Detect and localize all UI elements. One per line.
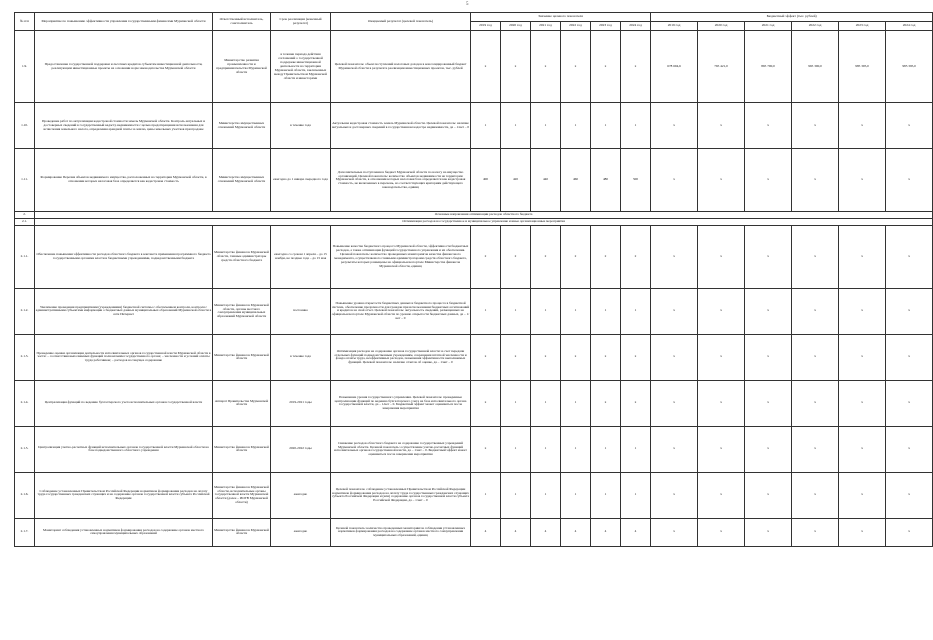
row-effect-value: x bbox=[839, 288, 886, 334]
row-effect-value: x bbox=[698, 518, 745, 546]
row-effect-value: x bbox=[651, 149, 698, 212]
row-indicator-value: 500 bbox=[621, 149, 651, 212]
row-indicator-value: 460 bbox=[561, 149, 591, 212]
row-indicator-value: 1 bbox=[621, 288, 651, 334]
header-effect-year: 2023 год bbox=[839, 22, 886, 31]
page-number: 5 bbox=[466, 2, 469, 7]
header-effect-group: Бюджетный эффект (тыс. рублей) bbox=[651, 13, 933, 22]
row-number: 1.11. bbox=[15, 149, 35, 212]
row-indicator-value: x bbox=[471, 380, 501, 426]
row-indicator-value: x bbox=[591, 334, 621, 380]
section-row-2 bbox=[15, 212, 933, 219]
row-term: ежегодно bbox=[271, 472, 331, 518]
row-indicator-value: 4 bbox=[561, 518, 591, 546]
row-responsible: Министерство финансов Мурманской области, органы местного самоуправления муниципальных образований Мурманской области bbox=[213, 288, 271, 334]
row-effect-value: x bbox=[839, 225, 886, 288]
header-no: № п/п bbox=[15, 13, 35, 31]
row-effect-value: x bbox=[792, 334, 839, 380]
row-term: ежегодно до 1 января очередного года bbox=[271, 149, 331, 212]
row-indicator-value: 1 bbox=[561, 380, 591, 426]
table-row bbox=[15, 288, 933, 334]
row-effect-value: x bbox=[792, 288, 839, 334]
row-responsible: Министерство финансов Мурманской области bbox=[213, 518, 271, 546]
row-effect-value: x bbox=[651, 380, 698, 426]
row-effect-value: x bbox=[698, 472, 745, 518]
row-activity: Проведение работ по актуализации кадастровой стоимости земель Мурманской области. Контроль актуальных и достоверных сведений в государственный кадастр недвижимости с целью предотвращения использования для исчисления земельного налога, определения арендной платы за землю, цены земельных участков при продаже bbox=[35, 103, 213, 149]
row-effect-value: x bbox=[651, 518, 698, 546]
row-effect-value: x bbox=[651, 103, 698, 149]
row-effect-value: 985 395,0 bbox=[886, 31, 933, 103]
row-effect-value: x bbox=[839, 518, 886, 546]
row-effect-value: x bbox=[839, 426, 886, 472]
row-result: Повышение уровня открытости бюджетных данных и бюджетного процесса в бюджетной системе, обеспечение прозрачности для граждан при использовании бюджетных ассигнований и кредитов на свой отчет. Целевой показатель: актуальность сведений, размещенных на официальном портале Мурманской области по уровню открытости бюджетных данных, да – 1/нет – 0 bbox=[331, 288, 471, 334]
header-result: Ожидаемый результат (целевой показатель) bbox=[331, 13, 471, 31]
row-result: Актуальная кадастровая стоимость земель Мурманской области. Целевой показатель: наличие актуальных и достоверных сведений в государственном кадастре недвижимости, да – 1/нет – 0 bbox=[331, 103, 471, 149]
row-result: Целевой показатель: объем поступлений налоговых доходов в консолидированный бюджет Мурманской области в результате реализации инвестиционных проектов, тыс. рублей bbox=[331, 31, 471, 103]
row-result: Снижение расходов областного бюджета на содержание государственных учреждений Мурманской области. Целевой показатель: осуществление учетно-расчетных функций исполнительных органов государственной власти, да – 1/нет – 0. Бюджетный эффект может оцениваться после завершения мероприятия bbox=[331, 426, 471, 472]
row-term: 2019-2021 годы bbox=[271, 380, 331, 426]
row-indicator-value: 1 bbox=[531, 288, 561, 334]
row-indicator-value: x bbox=[471, 31, 501, 103]
row-activity: Централизация учетно-расчетных функций исполнительных органов государственной власти Мурманской области на базе подведомственного областного учреждения bbox=[35, 426, 213, 472]
row-indicator-value: 2 bbox=[531, 225, 561, 288]
header-effect-year: 2020 год bbox=[698, 22, 745, 31]
row-number: 2.1.1. bbox=[15, 225, 35, 288]
row-effect-value: x bbox=[792, 225, 839, 288]
row-responsible: Министерство имущественных отношений Мурманской области bbox=[213, 149, 271, 212]
row-indicator-value: x bbox=[471, 426, 501, 472]
row-indicator-value: 400 bbox=[471, 149, 501, 212]
row-indicator-value: 1 bbox=[561, 472, 591, 518]
row-activity: Увеличение проведения предприятиями (учреждениями) бюджетной системы с обеспечением контроля, контроля с административными субъектами информации о бюджетных данных муниципальных образований Мурманской области в сети Интернет bbox=[35, 288, 213, 334]
row-effect-value: 765 421,0 bbox=[698, 31, 745, 103]
table-row bbox=[15, 334, 933, 380]
row-effect-value: x bbox=[745, 103, 792, 149]
row-indicator-value: 1 bbox=[531, 103, 561, 149]
row-indicator-value: 1 bbox=[501, 380, 531, 426]
row-number: 1.9. bbox=[15, 31, 35, 103]
row-effect-value: x bbox=[745, 472, 792, 518]
row-effect-value: x bbox=[745, 334, 792, 380]
row-effect-value: x bbox=[886, 472, 933, 518]
row-effect-value: x bbox=[698, 334, 745, 380]
header-indicator-year: 2023 год bbox=[591, 22, 621, 31]
section-title: Основные направления оптимизации расходов областного бюджета bbox=[35, 212, 933, 219]
table-row bbox=[15, 380, 933, 426]
row-indicator-value: x bbox=[471, 334, 501, 380]
section-title: Оптимизация расходов на государственное и муниципальное управление и иные организационные мероприятия bbox=[35, 219, 933, 226]
header-effect-year: 2022 год bbox=[792, 22, 839, 31]
row-term: ежегодно со сроком 1 апреля – до 15 ноября, не позднее года – до 15 мая bbox=[271, 225, 331, 288]
row-indicator-value: 4 bbox=[621, 518, 651, 546]
row-effect-value: x bbox=[698, 103, 745, 149]
row-effect-value: x bbox=[698, 380, 745, 426]
row-effect-value: x bbox=[886, 334, 933, 380]
row-indicator-value: 2 bbox=[501, 225, 531, 288]
row-effect-value: x bbox=[651, 426, 698, 472]
row-term: в течение года bbox=[271, 334, 331, 380]
row-effect-value: x bbox=[886, 103, 933, 149]
row-responsible: Аппарат Правительства Мурманской области bbox=[213, 380, 271, 426]
row-activity: Формирование Перечня объектов недвижимого имущества, расположенных на территории Мурманской области, в отношении которых налоговая база определяется как кадастровая стоимость bbox=[35, 149, 213, 212]
row-effect-value: x bbox=[792, 426, 839, 472]
row-effect-value: x bbox=[886, 225, 933, 288]
row-result: Оптимизация расходов на содержание органов государственной власти за счет передачи отдельных функций подведомственным учреждениям, сокращения штатной численности и фонда оплаты труда, неэффективных расходов, повышения эффективности выполняемых функций. Целевой показатель: наличие отчетов об оценке, да – 1/нет – 0 bbox=[331, 334, 471, 380]
row-effect-value: x bbox=[839, 380, 886, 426]
row-indicator-value: 1 bbox=[561, 426, 591, 472]
row-activity: Обеспечение повышения эффективности расходов областного бюджета в контексте применения программного бюджета государственными органами власти и бюджетными учреждениями, подведомственными бюджета bbox=[35, 225, 213, 288]
row-effect-value: x bbox=[886, 426, 933, 472]
row-activity: Централизация функций по ведению бухгалтерского учета исполнительных органов государственной власти bbox=[35, 380, 213, 426]
row-indicator-value: 480 bbox=[591, 149, 621, 212]
row-effect-value: x bbox=[651, 225, 698, 288]
row-indicator-value: 420 bbox=[501, 149, 531, 212]
row-effect-value: x bbox=[792, 518, 839, 546]
row-effect-value: x bbox=[745, 426, 792, 472]
row-responsible: Министерство развития промышленности и предпринимательства Мурманской области bbox=[213, 31, 271, 103]
row-number: 2.1.5. bbox=[15, 426, 35, 472]
row-responsible: Министерство финансов Мурманской области bbox=[213, 426, 271, 472]
row-effect-value: 985 395,0 bbox=[839, 31, 886, 103]
row-indicator-value: 2 bbox=[591, 225, 621, 288]
row-indicator-value: 1 bbox=[501, 426, 531, 472]
row-indicator-value: x bbox=[561, 334, 591, 380]
row-indicator-value: 1 bbox=[501, 288, 531, 334]
table-row bbox=[15, 472, 933, 518]
row-effect-value: x bbox=[745, 518, 792, 546]
row-term: 2020-2022 годы bbox=[271, 426, 331, 472]
row-number: 2.1.7. bbox=[15, 518, 35, 546]
table-row bbox=[15, 149, 933, 212]
table-row bbox=[15, 426, 933, 472]
row-responsible: Министерство финансов Мурманской области, исполнительные органы государственной власти Мурманской области (далее – ИОГВ Мурманской области) bbox=[213, 472, 271, 518]
row-number: 2.1.6. bbox=[15, 472, 35, 518]
header-indicator-group: Значение целевого показателя bbox=[471, 13, 651, 22]
row-indicator-value: x bbox=[591, 380, 621, 426]
row-number: 2.1.2. bbox=[15, 288, 35, 334]
row-effect-value: x bbox=[698, 149, 745, 212]
row-effect-value: x bbox=[698, 426, 745, 472]
row-responsible: Министерство имущественных отношений Мурманской области bbox=[213, 103, 271, 149]
row-indicator-value: 1 bbox=[471, 103, 501, 149]
row-indicator-value: x bbox=[621, 31, 651, 103]
header-indicator-year: 2024 год bbox=[621, 22, 651, 31]
row-effect-value: x bbox=[792, 103, 839, 149]
header-effect-year: 2021 год bbox=[745, 22, 792, 31]
row-number: 1.10. bbox=[15, 103, 35, 149]
row-result: Повышение качества бюджетного процесса Мурманской области, эффективности бюджетных расходов, а также оптимизация функций государственного управления и их обеспечения. Целевой показатель: количество проведенных мониторингов качества финансового менеджмента, осуществляемого главными администраторами средств областного бюджета, результаты которых размещены на официальном портале Министерства финансов Мурманской области, единиц bbox=[331, 225, 471, 288]
row-activity: Предоставление государственной поддержки и льготных кредитов субъектам инвестиционной деятельности, реализующим инвестиционные проекты на основании норм законодательства Мурманской области bbox=[35, 31, 213, 103]
row-result: Целевой показатель: соблюдение установленных Правительством Российской Федерации нормативов формирования расходов на оплату труда государственных гражданских служащих субъекта Российской Федерации и (или) содержание органов государственной власти субъекта Российской Федерации, да – 1/нет – 0 bbox=[331, 472, 471, 518]
row-indicator-value: 4 bbox=[501, 518, 531, 546]
row-effect-value: x bbox=[651, 472, 698, 518]
row-term: постоянно bbox=[271, 288, 331, 334]
row-effect-value: x bbox=[792, 149, 839, 212]
row-indicator-value: 1 bbox=[531, 472, 561, 518]
row-indicator-value: x bbox=[621, 334, 651, 380]
table-row bbox=[15, 103, 933, 149]
row-indicator-value: x bbox=[531, 31, 561, 103]
row-result: Повышение уровня государственного управления. Целевой показатель: проведенные централизации функций по ведению бухгалтерского учета на базе исполнительного органа государственной власти, да – 1/нет – 0. Бюджетный эффект может оцениваться после завершения мероприятия bbox=[331, 380, 471, 426]
row-indicator-value: x bbox=[591, 31, 621, 103]
section-number: 2. bbox=[15, 212, 35, 219]
table-row bbox=[15, 225, 933, 288]
row-indicator-value: 2 bbox=[561, 225, 591, 288]
row-indicator-value: 1 bbox=[621, 103, 651, 149]
row-term: ежегодно bbox=[271, 518, 331, 546]
row-indicator-value: x bbox=[501, 31, 531, 103]
row-effect-value: 678 694,6 bbox=[651, 31, 698, 103]
row-indicator-value: 4 bbox=[591, 518, 621, 546]
row-term: в течение периода действия соглашений о государственной поддержке инвестиционной деятельности на территории Мурманской области, заключенных между Правительством Мурманской области и инвесторами bbox=[271, 31, 331, 103]
row-effect-value: x bbox=[839, 103, 886, 149]
row-term: в течение года bbox=[271, 103, 331, 149]
row-effect-value: x bbox=[886, 380, 933, 426]
row-effect-value: x bbox=[698, 225, 745, 288]
row-indicator-value: 1 bbox=[621, 472, 651, 518]
row-effect-value: x bbox=[886, 288, 933, 334]
row-indicator-value: 1 bbox=[591, 426, 621, 472]
row-activity: Мониторинг соблюдения установленных нормативов формирования расходов на содержание органов местного самоуправления муниципальных образований bbox=[35, 518, 213, 546]
row-effect-value: x bbox=[651, 334, 698, 380]
row-effect-value: 865 790,0 bbox=[745, 31, 792, 103]
row-activity: Проведение оценки организации деятельности исполнительных органов государственной власти Мурманской области в части: – соответствия выполняемых функций полномочиям государственного органа; – численности и условий оплаты труда работников; – расходов на текущее содержание bbox=[35, 334, 213, 380]
row-indicator-value: 1 bbox=[591, 288, 621, 334]
row-indicator-value: 4 bbox=[471, 518, 501, 546]
row-effect-value: x bbox=[745, 380, 792, 426]
table-row bbox=[15, 31, 933, 103]
row-indicator-value: x bbox=[501, 334, 531, 380]
row-effect-value: x bbox=[745, 288, 792, 334]
row-responsible: Министерство финансов Мурманской области, главные администраторы средств областного бюджета bbox=[213, 225, 271, 288]
row-indicator-value: 1 bbox=[621, 426, 651, 472]
row-number: 2.1.4. bbox=[15, 380, 35, 426]
section-row-2-1 bbox=[15, 219, 933, 226]
row-indicator-value: 440 bbox=[531, 149, 561, 212]
row-effect-value: x bbox=[792, 472, 839, 518]
row-effect-value: x bbox=[745, 149, 792, 212]
row-effect-value: x bbox=[839, 334, 886, 380]
row-effect-value: x bbox=[745, 225, 792, 288]
header-indicator-year: 2021 год bbox=[531, 22, 561, 31]
header-indicator-year: 2022 год bbox=[561, 22, 591, 31]
row-indicator-value: x bbox=[531, 334, 561, 380]
row-indicator-value: 4 bbox=[531, 518, 561, 546]
row-indicator-value: x bbox=[621, 380, 651, 426]
row-result: Целевой показатель: количество проведенных мониторингов соблюдения установленных нормативов формирования расходов на содержание органов местного самоуправления муниципальных образований, единиц bbox=[331, 518, 471, 546]
row-indicator-value: 1 bbox=[531, 426, 561, 472]
row-number: 2.1.3. bbox=[15, 334, 35, 380]
document-sheet bbox=[14, 12, 916, 547]
row-indicator-value: 1 bbox=[471, 288, 501, 334]
row-effect-value: x bbox=[839, 149, 886, 212]
header-responsible: Ответственный исполнитель, соисполнитель bbox=[213, 13, 271, 31]
row-indicator-value: 1 bbox=[591, 103, 621, 149]
row-indicator-value: 2 bbox=[621, 225, 651, 288]
section-number: 2.1. bbox=[15, 219, 35, 226]
row-indicator-value: 1 bbox=[471, 472, 501, 518]
header-indicator-year: 2020 год bbox=[501, 22, 531, 31]
header-indicator-year: 2019 год bbox=[471, 22, 501, 31]
header-activity: Мероприятие по повышению эффективности управления государственными финансами Мурманской области bbox=[35, 13, 213, 31]
row-effect-value: x bbox=[792, 380, 839, 426]
table-row bbox=[15, 518, 933, 546]
row-indicator-value: 2 bbox=[471, 225, 501, 288]
row-effect-value: x bbox=[651, 288, 698, 334]
row-effect-value: 965 390,0 bbox=[792, 31, 839, 103]
row-indicator-value: 1 bbox=[561, 103, 591, 149]
row-effect-value: x bbox=[886, 149, 933, 212]
row-effect-value: x bbox=[886, 518, 933, 546]
row-effect-value: x bbox=[698, 288, 745, 334]
header-effect-year: 2019 год bbox=[651, 22, 698, 31]
row-indicator-value: 1 bbox=[501, 103, 531, 149]
row-responsible: Министерство финансов Мурманской области bbox=[213, 334, 271, 380]
row-result: Дополнительные поступления в бюджет Мурманской области по налогу на имущество организаций. Целевой показатель: количество объектов недвижимости на территории Мурманской области, в отношении которых налоговая база определяется как кадастровая стоимость, не включенных в перечень, но соответствующих критериям действующего законодательства, единиц bbox=[331, 149, 471, 212]
row-indicator-value: 1 bbox=[531, 380, 561, 426]
header-term: Срок реализации (конечный результат) bbox=[271, 13, 331, 31]
header-effect-year: 2024 год bbox=[886, 22, 933, 31]
row-effect-value: x bbox=[839, 472, 886, 518]
row-indicator-value: x bbox=[561, 31, 591, 103]
row-indicator-value: 1 bbox=[591, 472, 621, 518]
row-indicator-value: 1 bbox=[561, 288, 591, 334]
row-indicator-value: 1 bbox=[501, 472, 531, 518]
measures-table bbox=[14, 12, 933, 547]
row-activity: Соблюдение установленных Правительством Российской Федерации нормативов формирования расходов на оплату труда государственных гражданских служащих и на содержание органов государственной власти субъекта Российской Федерации bbox=[35, 472, 213, 518]
